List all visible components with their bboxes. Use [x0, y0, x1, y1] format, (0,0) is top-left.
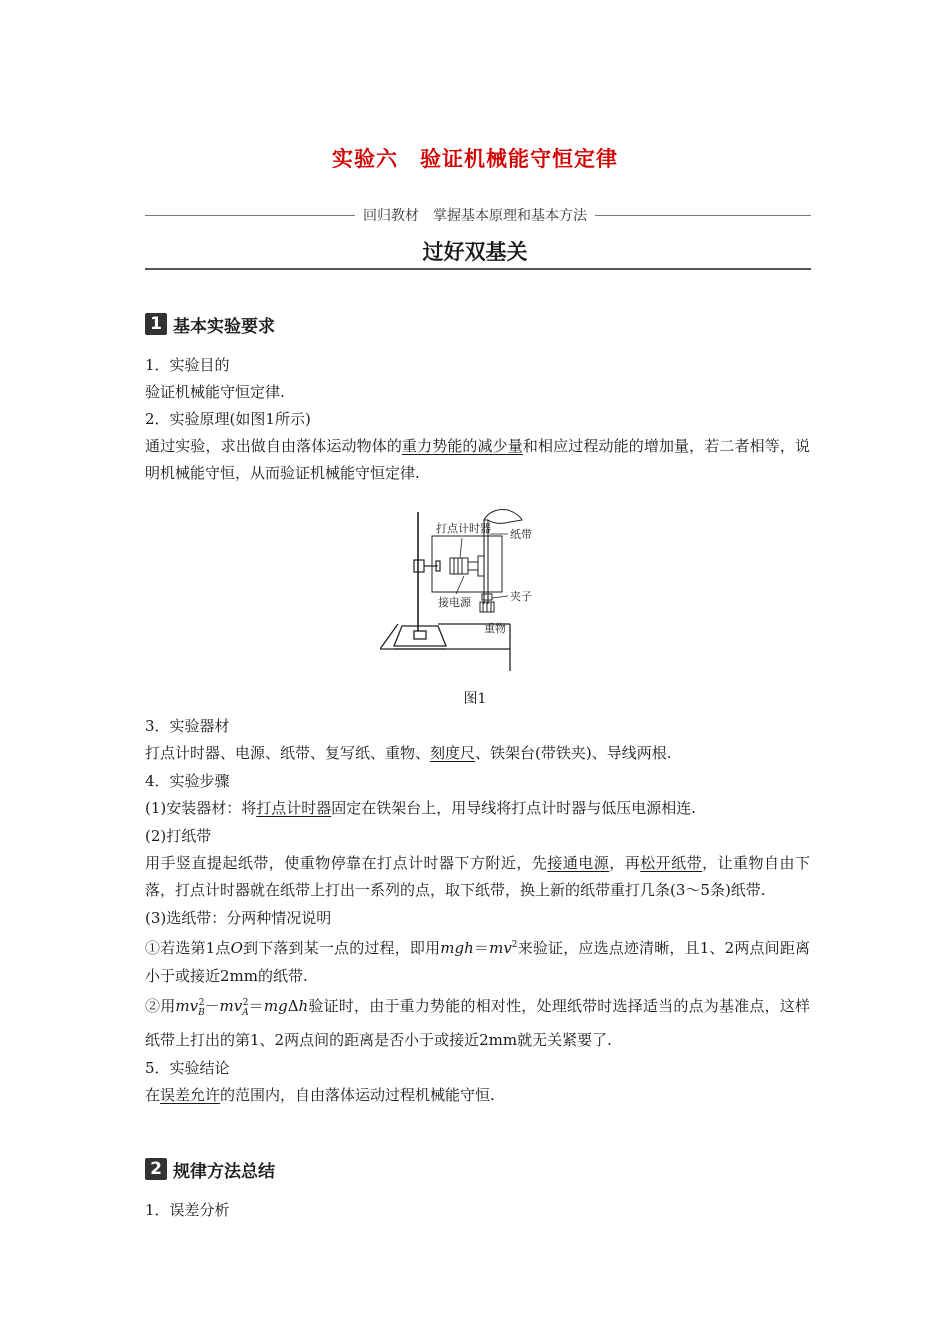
section-label: 基本实验要求	[173, 316, 275, 337]
banner-subtitle: 回归教材 掌握基本原理和基本方法	[0, 205, 950, 225]
section-1-body-continued	[145, 713, 810, 1110]
paragraph: 通过实验，求出做自由落体运动物体的重力势能的减少量和相应过程动能的增加量，若二者相等，说明机械能守恒，从而验证机械能守恒定律.	[145, 437, 810, 482]
paragraph: 在误差允许的范围内，自由落体运动过程机械能守恒.	[145, 1086, 495, 1105]
sub-heading: (3)选纸带：分两种情况说明	[145, 908, 332, 927]
paragraph: 用手竖直提起纸带，使重物停靠在打点计时器下方附近，先接通电源，再松开纸带，让重物自由下落，打点计时器就在纸带上打出一系列的点，取下纸带，换上新的纸带重打几条(3～5条)纸带.	[145, 854, 810, 900]
paragraph: 验证机械能守恒定律.	[145, 383, 285, 401]
underlined-term: 刻度尺	[430, 744, 476, 763]
leader-lines	[456, 534, 508, 598]
banner-main-title: 过好双基关	[422, 240, 528, 264]
paragraph: ①若选第1点O到下落到某一点的过程，即用$mgh=mv^2$来验证，应选点迹清晰，且1、2两点间距离小于或接近2mm的纸带.	[145, 939, 810, 985]
underlined-term: 打点计时器	[256, 799, 332, 818]
section-1-body	[145, 352, 810, 487]
banner-rule	[145, 268, 811, 270]
label-power: 接电源	[438, 596, 471, 609]
label-timer: 打点计时器	[436, 522, 491, 535]
page-title: 实验六 验证机械能守恒定律	[332, 147, 618, 171]
item-heading: 4．实验步骤	[145, 771, 230, 790]
label-clip: 夹子	[510, 590, 532, 603]
timer-box	[432, 536, 502, 592]
item-heading: 3．实验器材	[145, 717, 230, 735]
apparatus-figure	[380, 506, 580, 681]
section-label: 规律方法总结	[173, 1161, 275, 1182]
underlined-term: 接通电源	[547, 854, 610, 873]
weight	[480, 602, 494, 612]
section-2-body	[145, 1197, 810, 1224]
section-number-badge: 2	[145, 1158, 167, 1180]
section-heading-2	[145, 1157, 275, 1181]
paragraph: 打点计时器、电源、纸带、复写纸、重物、刻度尺、铁架台(带铁夹)、导线两根.	[145, 744, 672, 763]
figure-caption: 图1	[463, 691, 487, 707]
sub-heading: (2)打纸带	[145, 826, 212, 845]
paragraph: (1)安装器材：将打点计时器固定在铁架台上，用导线将打点计时器与低压电源相连.	[145, 799, 697, 818]
underlined-term: 误差允许	[160, 1086, 221, 1105]
section-heading-1	[145, 312, 275, 336]
item-heading: 1．实验目的	[145, 356, 230, 374]
paragraph: ②用$mv_B^2-mv_A^2=mg\Delta h$验证时，由于重力势能的相对性，处理纸带时选择适当的点为基准点，这样纸带上打出的第1、2两点间的距离是否小于或接近2mm就无关紧要了.	[145, 997, 810, 1050]
item-heading: 5．实验结论	[145, 1058, 230, 1077]
underlined-term: 重力势能的减少量	[401, 437, 523, 455]
timer-body	[450, 556, 484, 576]
item-heading: 1．误差分析	[145, 1201, 230, 1219]
underlined-term: 松开纸带	[640, 854, 703, 873]
item-heading: 2．实验原理(如图1所示)	[145, 410, 311, 428]
label-tape: 纸带	[510, 528, 532, 541]
label-weight: 重物	[484, 622, 506, 635]
section-number-badge: 1	[145, 313, 167, 335]
